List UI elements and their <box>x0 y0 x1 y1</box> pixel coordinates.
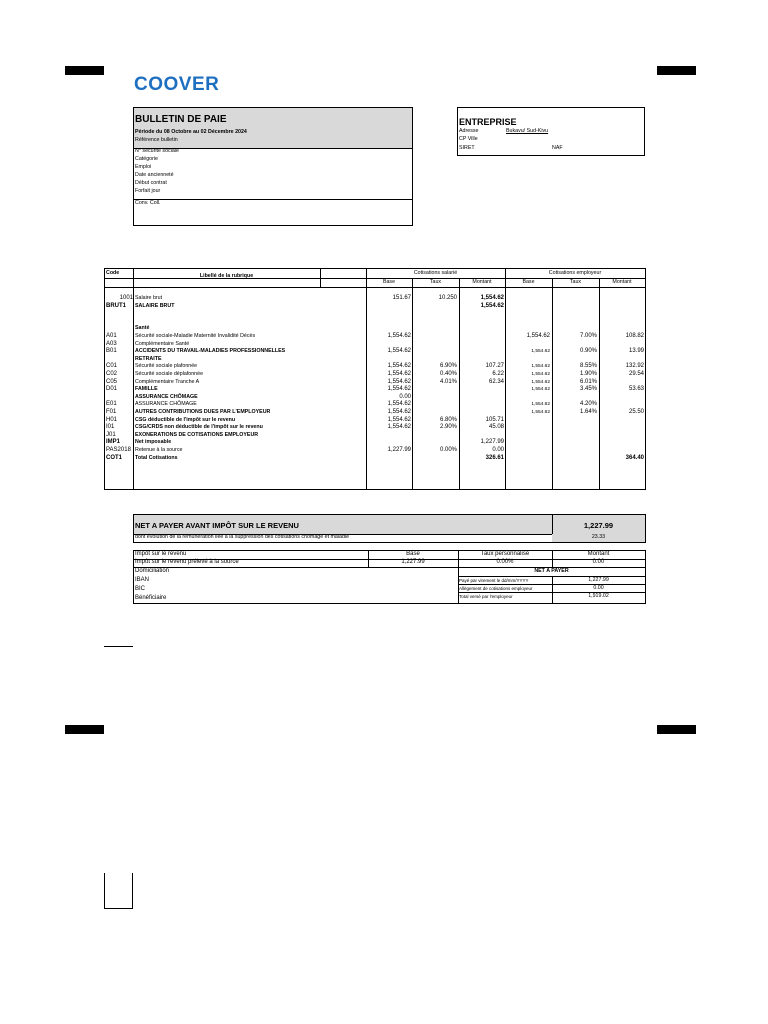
table-row <box>105 303 645 311</box>
cell-base: 1,554.62 <box>387 416 411 423</box>
allegement-label: Allègement de cotisations employeur <box>459 586 533 591</box>
impot-header-base: Base <box>406 551 420 557</box>
impot-header-taux: Taux personnalisé <box>480 551 530 557</box>
cell-base: 1,554.62 <box>387 386 411 393</box>
col-montant-sal: Montant <box>472 279 492 285</box>
net-value: 1,227.99 <box>583 521 614 530</box>
table-row <box>105 310 645 318</box>
cell-label: CSG déductible de l'impôt sur le revenu <box>135 416 236 423</box>
table-row <box>105 386 645 394</box>
net-section <box>133 514 646 542</box>
cell-emp-taux: 1.64% <box>579 409 597 415</box>
signature-line <box>104 646 133 647</box>
cell-code: J01 <box>106 431 116 438</box>
cell-code: I01 <box>106 424 115 431</box>
cell-emp-base: 1,554.62 <box>531 410 550 415</box>
col-base-sal: Base <box>382 279 396 285</box>
domiciliation-label: Domiciliation <box>135 568 170 574</box>
cell-code: A01 <box>106 333 117 339</box>
col-base-emp: Base <box>522 279 535 285</box>
cell-label: RETRAITE <box>135 355 162 362</box>
field-secu: N° sécurité sociale <box>135 148 179 154</box>
crop-mark-mid-left <box>65 725 104 734</box>
cell-emp-montant: 364.40 <box>625 454 644 461</box>
col-libelle: Libellé de la rubrique <box>199 273 254 279</box>
table-row <box>105 439 645 447</box>
evolution-label: dont évolution de la rémunération liée à la suppression des cotisations chômage et maladie <box>135 534 350 540</box>
cell-emp-montant: 53.63 <box>628 386 644 393</box>
cell-emp-taux: 1.90% <box>579 371 597 377</box>
cell-label: EXONERATIONS DE COTISATIONS EMPLOYEUR <box>135 431 259 438</box>
cell-emp-montant: 29.54 <box>628 371 644 377</box>
cell-label: Salaire brut <box>135 295 163 301</box>
field-anciennete: Date ancienneté <box>135 172 174 178</box>
cell-code: B01 <box>106 348 117 355</box>
cell-taux: 0.40% <box>439 371 457 377</box>
bic-label: BIC <box>135 586 146 592</box>
cell-taux: 0.00% <box>439 447 457 453</box>
evolution-value: 23.33 <box>591 534 606 540</box>
cell-code: C01 <box>106 363 118 370</box>
cell-base: 1,554.62 <box>387 401 411 408</box>
bulletin-reference: Référence bulletin <box>135 137 178 143</box>
table-row <box>105 432 645 440</box>
col-salarie: Cotisations salarié <box>413 270 458 276</box>
cell-montant: 1,554.62 <box>480 295 504 301</box>
cell-emp-montant: 108.82 <box>625 333 644 339</box>
col-code: Code <box>106 270 120 276</box>
cell-label: Santé <box>135 325 150 332</box>
crop-mark-mid-right <box>657 725 696 734</box>
cell-code: E01 <box>106 401 117 408</box>
cell-emp-taux: 3.45% <box>579 386 597 393</box>
cell-base: 1,554.62 <box>387 348 411 355</box>
bulletin-fields <box>135 148 179 196</box>
field-forfait: Forfait jour <box>135 188 161 194</box>
cell-label: Complémentaire Santé <box>135 340 190 347</box>
cell-base: 1,227.99 <box>387 447 411 453</box>
impot-section <box>133 550 646 604</box>
cell-montant: 1,554.62 <box>480 302 504 309</box>
cell-code: COT1 <box>106 454 123 461</box>
cell-emp-montant: 132.92 <box>625 363 644 370</box>
cell-emp-base: 1,554.62 <box>531 372 550 377</box>
cell-montant: 45.08 <box>488 424 504 431</box>
col-employeur: Cotisations employeur <box>548 270 602 276</box>
adresse-value: Bukavu/ Sud-Kivu <box>506 128 549 134</box>
bulletin-periode: Période du 08 Octobre au 02 Décembre 2024 <box>135 129 247 135</box>
adresse-label: Adresse <box>459 128 479 134</box>
impot-row-label: Impôt sur le revenu prélevé à la source <box>135 559 239 565</box>
table-row <box>105 318 645 326</box>
col-sep <box>320 269 321 287</box>
impot-row-base: 1,227.99 <box>401 559 425 565</box>
cell-emp-taux: 0.90% <box>579 348 597 355</box>
cell-label: AUTRES CONTRIBUTIONS DUES PAR L'EMPLOYEUR <box>135 409 271 415</box>
table-row <box>105 363 645 371</box>
header-bottom <box>105 287 645 288</box>
cell-code: C05 <box>106 378 118 385</box>
cell-emp-base: 1,554.62 <box>526 333 550 339</box>
cell-emp-base: 1,554.62 <box>531 349 550 355</box>
cell-montant: 6.22 <box>492 371 504 377</box>
evolution-row <box>133 534 646 543</box>
col-montant-emp: Montant <box>612 279 632 285</box>
bulletin-title: BULLETIN DE PAIE <box>135 114 227 125</box>
cell-emp-taux: 6.01% <box>579 378 597 385</box>
cell-base: 0.00 <box>399 393 411 400</box>
cell-code: A03 <box>106 340 117 347</box>
cell-label: ACCIDENTS DU TRAVAIL-MALADIES PROFESSIONNELLES <box>135 348 286 355</box>
cell-base: 1,554.62 <box>387 371 411 377</box>
cell-base: 1,554.62 <box>387 333 411 339</box>
cell-taux: 10.250 <box>438 295 457 301</box>
cell-label: Sécurité sociale plafonnée <box>135 363 198 370</box>
empty-box <box>104 873 133 909</box>
cell-label: ASSURANCE CHÔMAGE <box>135 401 197 408</box>
table-row <box>105 325 645 333</box>
cell-emp-montant: 13.99 <box>628 348 644 355</box>
cell-label: Total Cotisations <box>135 454 178 461</box>
table-row <box>105 333 645 341</box>
cell-label: Sécurité sociale-Maladie Maternité Invalidité Décès <box>135 333 256 339</box>
cell-montant: 62.34 <box>488 378 504 385</box>
net-row <box>133 514 646 535</box>
beneficiaire-label: Bénéficiaire <box>135 595 167 601</box>
table-row <box>105 356 645 364</box>
payment-value: 1,227.99 <box>588 577 609 583</box>
cell-base: 1,554.62 <box>387 424 411 431</box>
col-taux-emp: Taux <box>569 279 582 285</box>
cell-emp-taux: 4.20% <box>579 401 597 408</box>
cell-code: D01 <box>106 386 118 393</box>
cell-label: Retenue à la source <box>135 447 183 453</box>
cell-taux: 2.90% <box>439 424 457 431</box>
total-employeur-label: Total versé par l'employeur <box>459 594 513 599</box>
cell-code: H01 <box>106 416 118 423</box>
cell-montant: 0.00 <box>492 447 504 453</box>
naf: NAF <box>552 145 563 151</box>
field-emploi: Emploi <box>135 164 152 170</box>
cp-ville: CP Ville <box>459 136 478 142</box>
cell-label: Sécurité sociale déplafonnée <box>135 371 204 377</box>
cell-code: F01 <box>106 409 117 415</box>
table-row <box>105 401 645 409</box>
field-categorie: Catégorie <box>135 156 158 162</box>
table-row <box>105 417 645 425</box>
cell-label: Complémentaire Tranche A <box>135 378 200 385</box>
cell-label: SALAIRE BRUT <box>135 302 175 309</box>
table-row <box>105 348 645 356</box>
field-debut-contrat: Début contrat <box>135 180 167 186</box>
table-row <box>105 424 645 432</box>
crop-mark-top-left <box>65 66 104 75</box>
table-row <box>105 379 645 387</box>
crop-mark-top-right <box>657 66 696 75</box>
cell-taux: 6.90% <box>439 363 457 370</box>
cell-montant: 107.27 <box>485 363 504 370</box>
cell-montant: 105.71 <box>485 416 504 423</box>
cell-label: CSG/CRDS non déductible de l'impôt sur le revenu <box>135 424 263 431</box>
cotisations-table <box>104 268 646 490</box>
cell-base: 1,554.62 <box>387 363 411 370</box>
cell-code: PAS2018 <box>106 447 131 453</box>
cell-base: 1,554.62 <box>387 409 411 415</box>
cell-base: 151.67 <box>392 295 411 301</box>
total-employeur-value: 1,919.02 <box>588 593 609 599</box>
cell-code: IMP1 <box>106 439 121 446</box>
net-a-payer-label: NET A PAYER <box>534 568 569 574</box>
cell-emp-taux: 8.55% <box>579 363 597 370</box>
cell-base: 1,554.62 <box>387 378 411 385</box>
cell-montant: 326.61 <box>485 454 504 461</box>
cell-emp-base: 1,554.62 <box>531 379 550 385</box>
net-label: NET A PAYER AVANT IMPÔT SUR LE REVENU <box>135 521 299 530</box>
bulletin-box <box>133 107 413 226</box>
cell-emp-base: 1,554.62 <box>531 402 550 408</box>
siret: SIRET <box>459 145 475 151</box>
entreprise-title: ENTREPRISE <box>459 117 517 127</box>
table-row <box>105 455 645 463</box>
cell-label: FAMILLE <box>135 386 158 393</box>
table-row <box>105 409 645 417</box>
cell-emp-base: 1,554.62 <box>531 387 550 393</box>
impot-row-montant: 0.00 <box>592 559 605 565</box>
cell-montant: 1,227.99 <box>480 439 504 446</box>
divider <box>134 199 412 200</box>
table-row <box>105 295 645 303</box>
payment-label: Payé par virement le dd/mm/YYYY <box>459 578 529 583</box>
cell-code: BRUT1 <box>106 302 127 309</box>
col-taux-sal: Taux <box>429 279 442 285</box>
iban-label: IBAN <box>135 577 150 583</box>
allegement-value: 0.00 <box>593 585 604 591</box>
entreprise-box <box>457 107 645 156</box>
table-row <box>105 341 645 349</box>
table-row <box>105 371 645 379</box>
logo-text: COOVER <box>134 74 220 95</box>
cell-emp-montant: 25.50 <box>628 409 644 415</box>
cell-code: C02 <box>106 371 118 377</box>
cell-taux: 4.01% <box>439 378 457 385</box>
cell-code: 1001 <box>119 295 133 301</box>
impot-header-montant: Montant <box>587 551 610 557</box>
cell-label: Net imposable <box>135 439 172 446</box>
conv-coll: Conv. Coll. <box>135 200 161 206</box>
impot-header-label: Impôt sur le revenu <box>135 551 187 557</box>
cell-emp-base: 1,554.62 <box>531 364 550 370</box>
cell-emp-taux: 7.00% <box>579 333 597 339</box>
table-row <box>105 447 645 455</box>
company-logo <box>134 74 219 96</box>
cell-taux: 6.80% <box>439 416 457 423</box>
impot-row-taux: 0.00% <box>496 559 514 565</box>
bulletin-header <box>134 108 412 149</box>
cell-label: ASSURANCE CHÔMAGE <box>135 393 198 400</box>
